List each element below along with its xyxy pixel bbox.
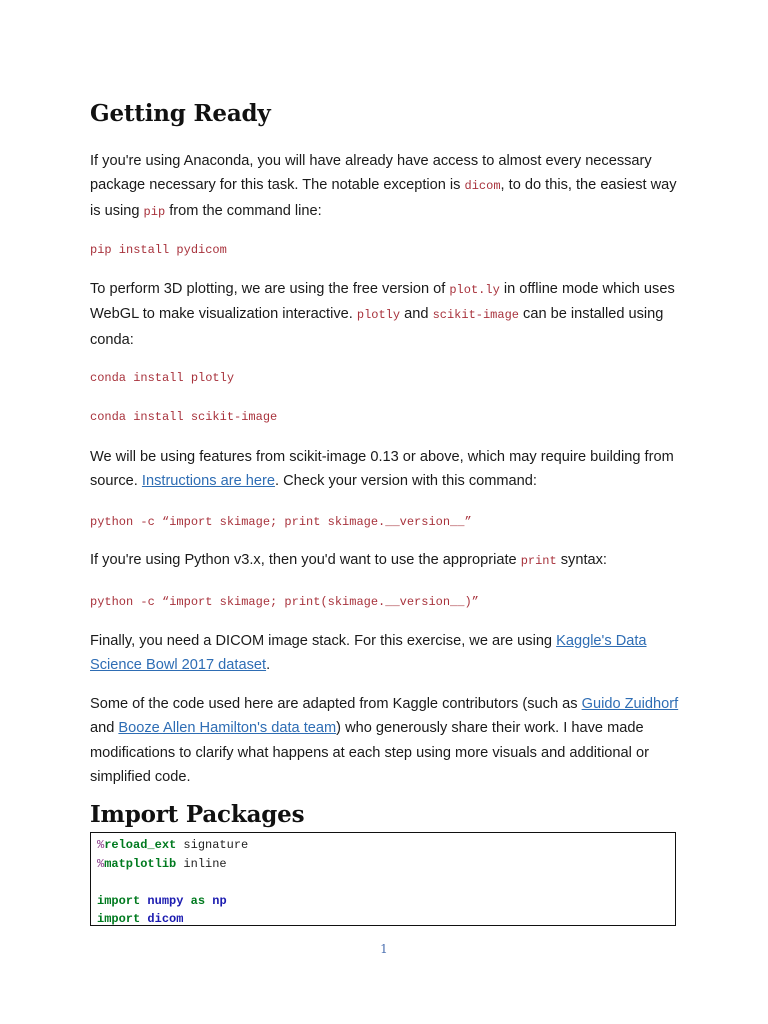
code-line: [97, 836, 675, 855]
paragraph-anaconda: [90, 149, 680, 224]
magic-percent: %: [97, 856, 105, 871]
command-check-version-py2: python -c “import skimage; print skimage.__version__”: [90, 515, 472, 529]
text: from the command line:: [165, 202, 322, 219]
page-number: 1: [380, 942, 388, 956]
paragraph-credits: [90, 692, 680, 790]
command-pip-install: pip install pydicom: [90, 243, 227, 257]
inline-code-plotly: plotly: [356, 308, 401, 323]
inline-code-dicom: dicom: [464, 179, 501, 194]
module-name: numpy: [147, 893, 184, 908]
command-check-version-py3: python -c “import skimage; print(skimage.__version__)”: [90, 595, 479, 609]
text: If you're using Anaconda, you will have already have access to almost every necessary package necessary for this task. The notable exception is: [90, 153, 652, 194]
code-line: [97, 892, 675, 911]
module-name: dicom: [147, 912, 184, 926]
command-conda-plotly: conda install plotly: [90, 371, 235, 385]
magic-keyword: reload_ext: [104, 838, 177, 852]
link-booze-allen[interactable]: Booze Allen Hamilton's data team: [118, 720, 337, 737]
heading-getting-ready: Getting Ready: [90, 100, 271, 127]
link-kaggle-dataset[interactable]: Kaggle's Data Science Bowl 2017 dataset: [90, 633, 647, 674]
link-guido-zuidhorf[interactable]: Guido Zuidhorf: [581, 696, 679, 712]
inline-code-pip: pip: [143, 204, 166, 219]
code-block: [90, 832, 676, 926]
paragraph-dicom-stack: [90, 629, 680, 678]
text: ) who generously share their work. I have made modifications to clarify what happens at each step using more visuals and additional or simplified code.: [90, 720, 649, 786]
text: and: [400, 306, 433, 323]
code-line: [97, 855, 675, 874]
inline-code-print: print: [520, 554, 557, 568]
magic-keyword: matplotlib: [104, 856, 177, 871]
text: .: [266, 657, 271, 674]
text: If you're using Python v3.x, then you'd want to use the appropriate: [90, 552, 521, 568]
code-line: [97, 910, 675, 929]
text: We will be using features from scikit-image 0.13 or above, which may require building from source.: [90, 449, 674, 490]
module-alias: np: [212, 893, 227, 908]
command-conda-scikit: conda install scikit-image: [90, 410, 278, 424]
code-text: signature: [176, 838, 249, 852]
text: Finally, you need a DICOM image stack. For this exercise, we are using: [90, 633, 557, 649]
text: and: [90, 720, 119, 737]
paragraph-python3: [90, 548, 680, 573]
code-line-blank: [97, 873, 675, 892]
paragraph-scikit-version: [90, 445, 680, 494]
text: Some of the code used here are adapted from Kaggle contributors (such as: [90, 696, 582, 712]
inline-code-plotly-site: plot.ly: [449, 283, 500, 297]
link-instructions[interactable]: Instructions are here: [141, 473, 275, 490]
heading-import-packages: Import Packages: [90, 801, 305, 828]
keyword: as: [190, 893, 206, 908]
paragraph-plotting: [90, 277, 680, 352]
magic-percent: %: [97, 838, 105, 852]
inline-code-scikit-image: scikit-image: [432, 308, 519, 323]
code-text: inline: [176, 856, 227, 871]
keyword: import: [97, 912, 141, 926]
keyword: import: [97, 893, 141, 908]
text: , to do this, the easiest way is using: [90, 177, 677, 219]
text: . Check your version with this command:: [274, 473, 537, 490]
text: in offline mode which uses WebGL to make visualization interactive.: [90, 281, 675, 323]
text: syntax:: [556, 552, 607, 568]
text: can be installed using conda:: [90, 306, 664, 348]
text: To perform 3D plotting, we are using the free version of: [90, 281, 450, 297]
